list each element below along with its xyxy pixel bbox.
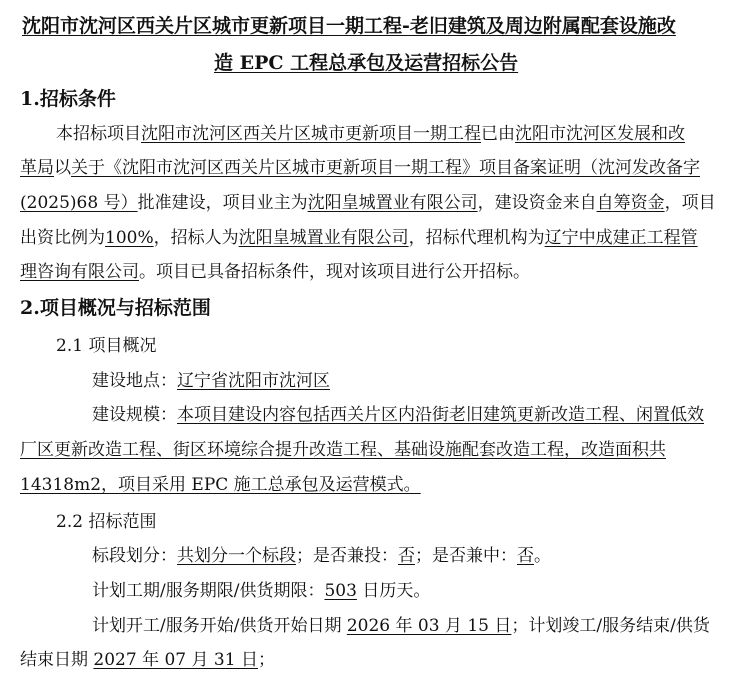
section-2-heading: 2.项目概况与招标范围 xyxy=(20,297,211,319)
document-title-line-1: 沈阳市沈河区西关片区城市更新项目一期工程-老旧建筑及周边附属配套设施改 xyxy=(22,15,676,37)
section-1-heading: 1.招标条件 xyxy=(20,88,116,110)
construction-scale-line-1: 建设规模：本项目建设内容包括西关片区内沿街老旧建筑更新改造工程、闲置低效 xyxy=(92,405,704,425)
paragraph-line: 出资比例为100%，招标人为沈阳皇城置业有限公司，招标代理机构为辽宁中成建正工程管 xyxy=(20,228,698,248)
planned-duration: 计划工期/服务期限/供货期限：503 日历天。 xyxy=(92,581,431,601)
construction-location: 建设地点：辽宁省沈阳市沈河区 xyxy=(92,371,330,391)
subsection-2-2-title: 2.2 招标范围 xyxy=(56,512,157,532)
paragraph-line: 革局以关于《沈阳市沈河区西关片区城市更新项目一期工程》项目备案证明（沈河发改备字 xyxy=(20,158,700,178)
planned-start-date: 计划开工/服务开始/供货开始日期 2026 年 03 月 15 日；计划竣工/服务结束/供货 xyxy=(92,616,710,636)
paragraph-line: 本招标项目沈阳市沈河区西关片区城市更新项目一期工程已由沈阳市沈河区发展和改 xyxy=(56,124,685,144)
document-title-line-2: 造 EPC 工程总承包及运营招标公告 xyxy=(214,52,519,74)
paragraph-line: 理咨询有限公司。项目已具备招标条件，现对该项目进行公开招标。 xyxy=(20,262,530,282)
construction-scale-line-2: 厂区更新改造工程、街区环境综合提升改造工程、基础设施配套改造工程，改造面积共 xyxy=(20,440,666,460)
lot-division: 标段划分：共划分一个标段；是否兼投：否；是否兼中：否。 xyxy=(92,546,551,566)
paragraph-line: (2025)68 号）批准建设，项目业主为沈阳皇城置业有限公司，建设资金来自自筹资金，项目 xyxy=(20,193,716,213)
construction-scale-line-3: 14318m2，项目采用 EPC 施工总承包及运营模式。 xyxy=(20,475,421,495)
subsection-2-1-title: 2.1 项目概况 xyxy=(56,336,157,356)
planned-end-date: 结束日期 2027 年 07 月 31 日； xyxy=(20,650,275,670)
